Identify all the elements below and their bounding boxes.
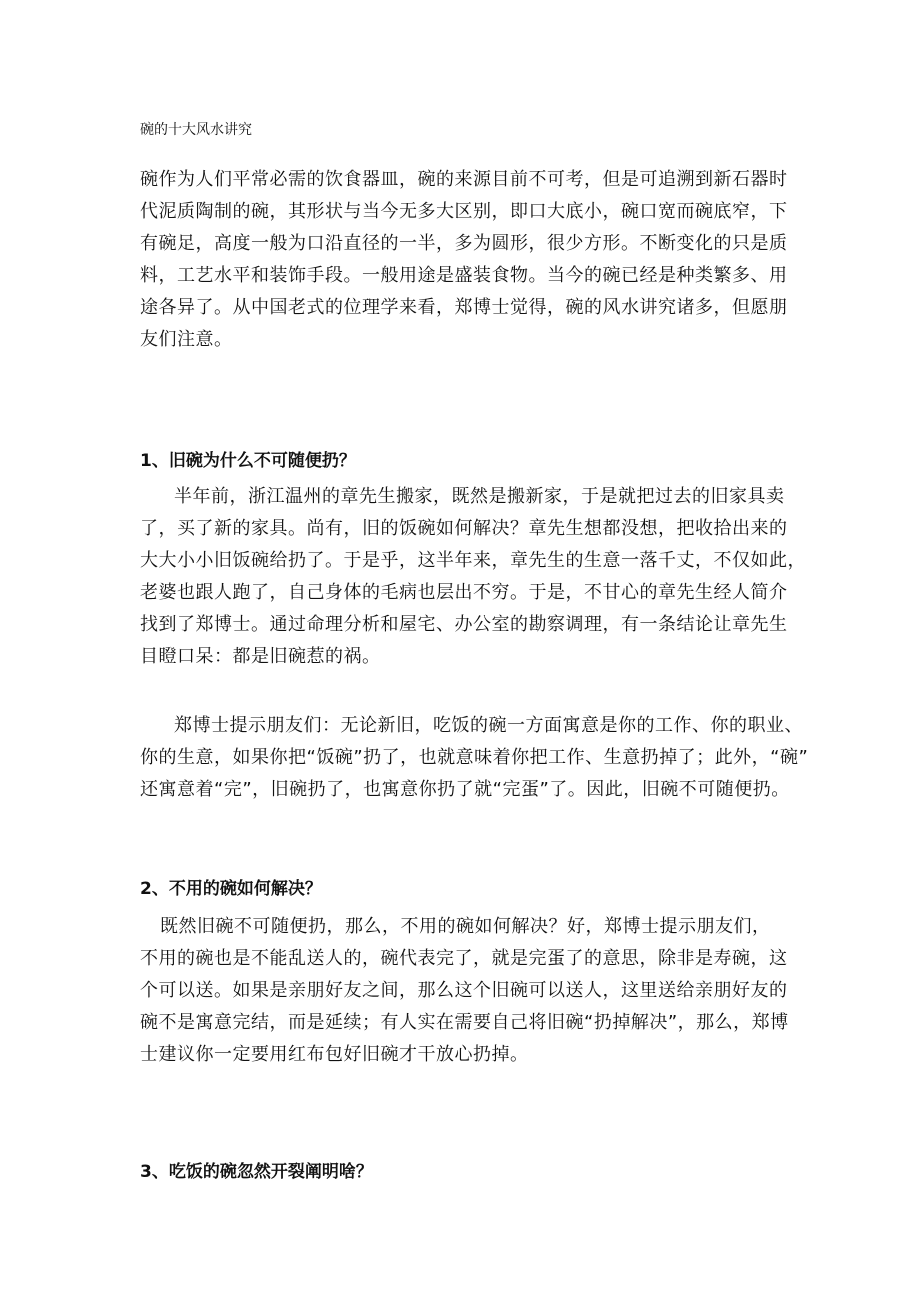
section-heading-2: 2、不用的碗如何解决？ — [140, 879, 322, 899]
paragraph-line: 个可以送。如果是亲朋好友之间，那么这个旧碗可以送人，这里送给亲朋好友的 — [140, 980, 788, 1001]
paragraph-line: 郑博士提示朋友们：无论新旧，吃饭的碗一方面寓意是你的工作、你的职业、 — [174, 715, 803, 736]
paragraph-line: 不用的碗也是不能乱送人的，碗代表完了，就是完蛋了的意思，除非是寿碗，这 — [140, 948, 788, 969]
paragraph-line: 目瞪口呆：都是旧碗惹的祸。 — [140, 646, 381, 667]
paragraph-line: 碗不是寓意完结，而是延续；有人实在需要自己将旧碗“扔掉解决”，那么，郑博 — [140, 1012, 789, 1033]
section-2-paragraph-1 — [140, 911, 800, 1071]
paragraph-line: 找到了郑博士。通过命理分析和屋宅、办公室的勘察调理，有一条结论让章先生 — [140, 614, 788, 635]
section-1-paragraph-2 — [140, 710, 809, 806]
intro-line: 料，工艺水平和装饰手段。一般用途是盛装食物。当今的碗已经是种类繁多、用 — [140, 265, 788, 286]
paragraph-line: 你的生意，如果你把“饭碗”扔了，也就意味着你把工作、生意扔掉了；此外，“碗” — [140, 747, 809, 768]
intro-line: 途各异了。从中国老式的位理学来看，郑博士觉得，碗的风水讲究诸多，但愿朋 — [140, 297, 788, 318]
section-1-paragraph-1 — [140, 481, 806, 673]
paragraph-line: 既然旧碗不可随便扔，那么，不用的碗如何解决？好，郑博士提示朋友们， — [160, 916, 771, 937]
paragraph-line: 了，买了新的家具。尚有，旧的饭碗如何解决？章先生想都没想，把收拾出来的 — [140, 518, 788, 539]
intro-line: 友们注意。 — [140, 329, 233, 350]
paragraph-line: 还寓意着“完”，旧碗扔了，也寓意你扔了就“完蛋”了。因此，旧碗不可随便扔。 — [140, 779, 790, 800]
paragraph-line: 老婆也跟人跑了，自己身体的毛病也层出不穷。于是，不甘心的章先生经人简介 — [140, 582, 788, 603]
document-title: 碗的十大风水讲究 — [140, 122, 252, 138]
paragraph-line: 士建议你一定要用红布包好旧碗才干放心扔掉。 — [140, 1044, 529, 1065]
paragraph-line: 半年前，浙江温州的章先生搬家，既然是搬新家，于是就把过去的旧家具卖 — [174, 486, 785, 507]
intro-line: 碗作为人们平常必需的饮食器皿，碗的来源目前不可考，但是可追溯到新石器时 — [140, 169, 788, 190]
section-heading-3: 3、吃饭的碗忽然开裂阐明啥？ — [140, 1162, 373, 1182]
paragraph-line: 大大小小旧饭碗给扔了。于是乎，这半年来，章先生的生意一落千丈，不仅如此， — [140, 550, 806, 571]
intro-line: 有碗足，高度一般为口沿直径的一半，多为圆形，很少方形。不断变化的只是质 — [140, 233, 788, 254]
intro-paragraph — [140, 164, 800, 356]
section-heading-1: 1、旧碗为什么不可随便扔？ — [140, 451, 356, 471]
intro-line: 代泥质陶制的碗，其形状与当今无多大区别，即口大底小，碗口宽而碗底窄，下 — [140, 201, 788, 222]
